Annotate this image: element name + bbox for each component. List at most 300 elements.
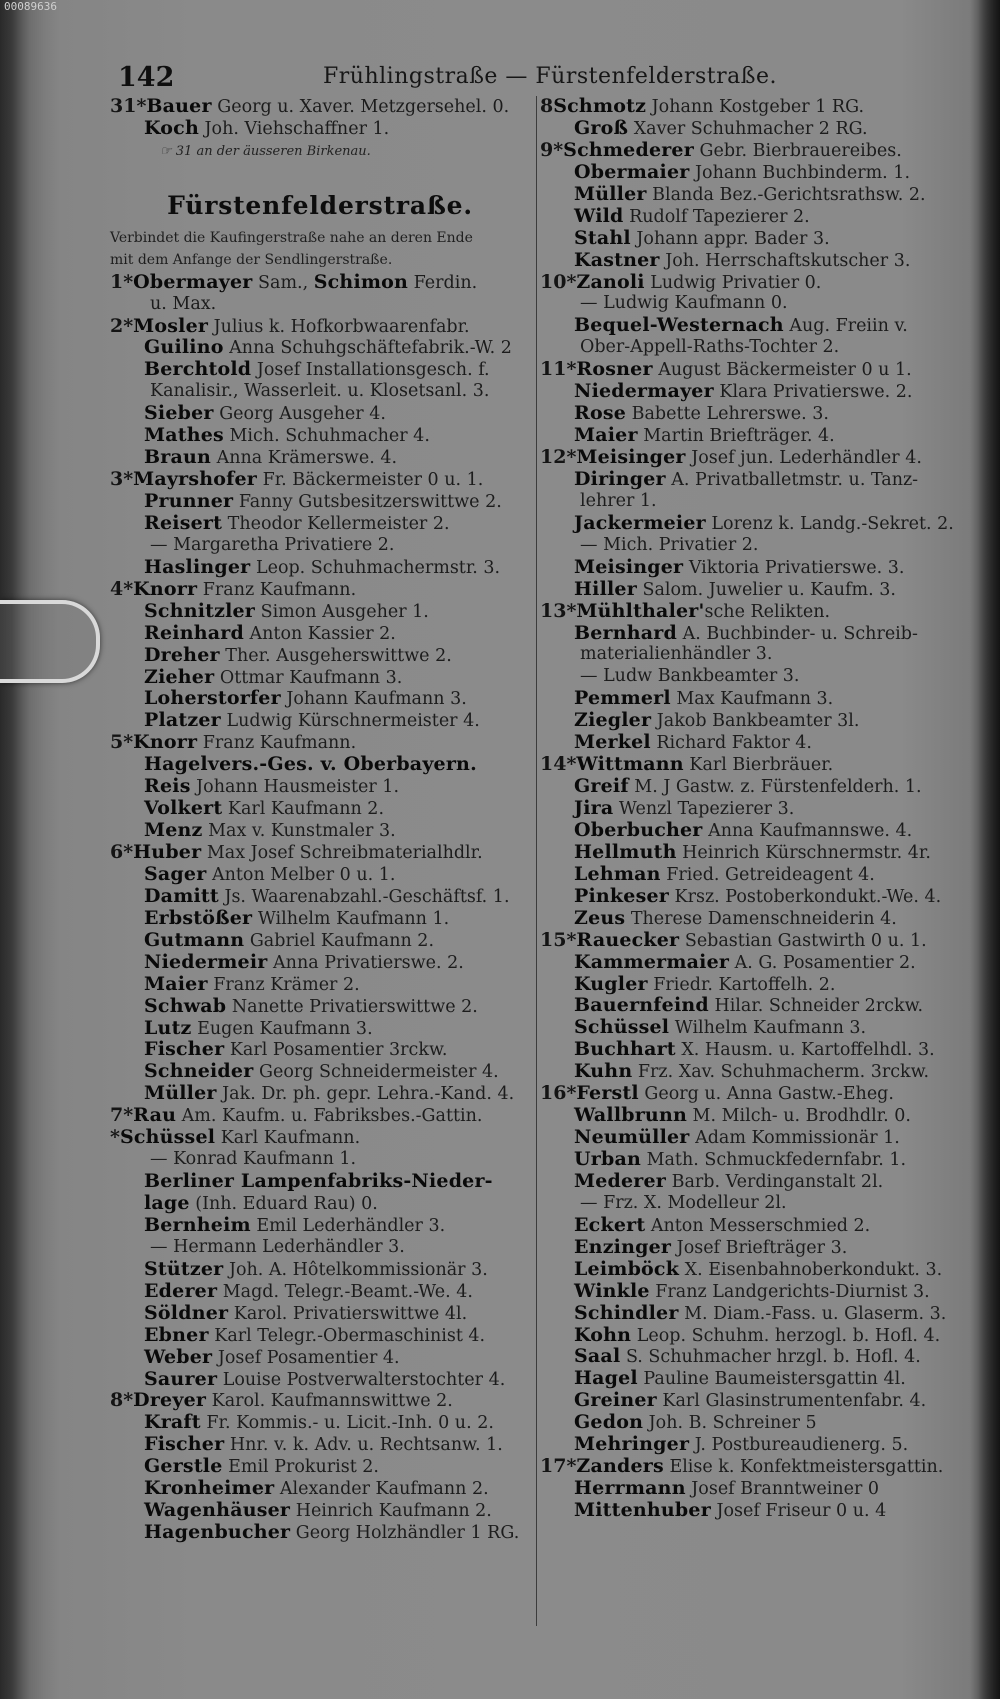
resident-entry [110, 403, 530, 425]
resident-surname: Mederer [574, 1169, 667, 1192]
resident-details: Aug. Freiin v. [783, 316, 908, 337]
resident-entry [540, 1083, 980, 1105]
resident-details: Mich. Schuhmacher 4. [223, 426, 430, 447]
house-number: 8 [540, 95, 554, 117]
resident-entry [110, 1456, 530, 1478]
resident-details: Karl Telegr.-Obermaschinist 4. [208, 1325, 486, 1346]
resident-details: Fanny Gutsbesitzerswittwe 2. [233, 492, 502, 512]
resident-entry [110, 952, 530, 974]
resident-details: Josef Installationsgesch. f. [251, 360, 490, 381]
resident-entry [110, 864, 530, 886]
resident-entry [540, 1171, 980, 1193]
resident-surname: Enzinger [574, 1235, 672, 1258]
resident-details: Wenzl Tapezierer 3. [613, 799, 795, 819]
resident-details: Georg Holzhändler 1 RG. [290, 1523, 520, 1544]
resident-entry [110, 996, 530, 1018]
resident-surname: Mosler [133, 314, 209, 337]
resident-details: Lorenz k. Landg.-Sekret. 2. [705, 513, 954, 534]
resident-details: Hilar. Schneider 2rckw. [708, 996, 924, 1017]
resident-entry [540, 206, 980, 228]
resident-surname: Jira [574, 797, 614, 819]
resident-entry [540, 1434, 980, 1456]
resident-entry [110, 1500, 530, 1522]
house-number: 6* [110, 841, 134, 863]
resident-entry [110, 557, 530, 579]
resident-surname: Ederer [144, 1279, 218, 1302]
resident-entry [540, 118, 980, 140]
resident-entry [540, 162, 980, 184]
resident-details: materialienhändler 3. [580, 644, 773, 665]
resident-details: Josef Posamentier 4. [212, 1347, 400, 1368]
running-head: Frühlingstraße — Fürstenfelderstraße. [323, 64, 777, 89]
resident-entry [540, 1368, 980, 1390]
resident-details: Anton Messerschmied 2. [645, 1215, 871, 1236]
resident-entry [540, 1325, 980, 1347]
resident-entry [110, 1281, 530, 1303]
resident-details: Franz Krämer 2. [207, 974, 360, 995]
resident-details: (Inh. Eduard Rau) 0. [189, 1194, 378, 1214]
resident-entry [540, 1193, 980, 1215]
resident-details: Franz Kaufmann. [197, 579, 357, 600]
resident-entry [110, 1369, 530, 1391]
resident-surname: Kammermaier [574, 950, 730, 973]
resident-details: Joh. A. Hôtelkommissionär 3. [223, 1259, 488, 1280]
resident-details: Krsz. Postoberkondukt.-We. 4. [668, 886, 942, 907]
resident-entry [110, 359, 530, 381]
resident-details: Klara Privatierswe. 2. [713, 382, 913, 403]
resident-details: Wilhelm Kaufmann 3. [669, 1018, 867, 1039]
resident-entry [110, 118, 530, 140]
resident-surname: Reisert [144, 511, 223, 534]
resident-surname: Schmederer [563, 138, 694, 161]
resident-details: A. G. Posamentier 2. [729, 952, 916, 973]
left-column [110, 96, 530, 1544]
resident-details: Am. Kaufm. u. Fabriksbes.-Gattin. [176, 1106, 483, 1127]
resident-details: — Margaretha Privatiere 2. [150, 534, 395, 555]
resident-surname: Greiner [574, 1389, 657, 1412]
resident-details: Ludwig Privatier 0. [644, 272, 822, 293]
section-title: Fürstenfelderstraße. [167, 190, 473, 220]
resident-entry [540, 864, 980, 886]
resident-surname: Bernheim [144, 1213, 251, 1236]
resident-surname: Zieher [144, 665, 215, 688]
resident-entry [110, 1018, 530, 1040]
resident-entry [110, 1259, 530, 1281]
resident-entry [540, 535, 980, 557]
resident-details: — Frz. X. Modelleur 2l. [580, 1192, 787, 1213]
resident-entry [540, 995, 980, 1017]
house-number: * [110, 1126, 120, 1149]
resident-entry [540, 842, 980, 864]
resident-entry [110, 1039, 530, 1061]
resident-entry [540, 1456, 980, 1478]
resident-details: Alexander Kaufmann 2. [274, 1479, 489, 1500]
resident-details: Gabriel Kaufmann 2. [244, 930, 435, 951]
resident-entry [540, 666, 980, 688]
resident-surname: Fischer [144, 1038, 225, 1061]
resident-entry [110, 579, 530, 601]
resident-details: Hnr. v. k. Adv. u. Rechtsanw. 1. [224, 1435, 503, 1456]
resident-entry [540, 337, 980, 359]
resident-surname: Wallbrunn [574, 1104, 687, 1127]
resident-surname: Mühlthaler' [576, 599, 705, 622]
resident-entry [110, 820, 530, 842]
resident-details: Eugen Kaufmann 3. [191, 1018, 373, 1039]
resident-details: Karol. Kaufmannswittwe 2. [206, 1391, 453, 1412]
resident-entry [110, 842, 530, 864]
resident-surname: Schüssel [119, 1126, 216, 1149]
resident-surname: Stahl [574, 226, 631, 249]
resident-entry [540, 403, 980, 425]
house-number: 11* [540, 358, 577, 381]
resident-entry [540, 952, 980, 974]
resident-surname: Guilino [144, 336, 224, 359]
resident-entry [110, 469, 530, 491]
resident-surname: Obermayer [133, 270, 253, 293]
resident-entry [540, 1215, 980, 1237]
resident-entry [540, 184, 980, 206]
resident-details: Ludwig Kürschnermeister 4. [220, 711, 480, 732]
resident-surname: Jackermeier [574, 511, 706, 534]
house-number: 7* [110, 1104, 134, 1127]
resident-surname: Zeus [574, 906, 626, 929]
resident-entry [540, 1039, 980, 1061]
resident-surname: Schmotz [553, 95, 647, 117]
resident-entry [540, 228, 980, 250]
resident-surname: Wild [574, 204, 624, 227]
resident-entry [540, 557, 980, 579]
resident-entry [540, 644, 980, 666]
resident-surname: Gedon [574, 1411, 644, 1434]
resident-entry [540, 886, 980, 908]
resident-details: Franz Kaufmann. [197, 733, 357, 754]
resident-details: Fr. Kommis.- u. Licit.-Inh. 0 u. 2. [200, 1413, 494, 1434]
resident-details: X. Hausm. u. Kartoffelhdl. 3. [675, 1040, 935, 1061]
resident-surname: Dreher [144, 643, 220, 666]
house-number: 12* [540, 446, 577, 468]
resident-details: Josef Briefträger 3. [671, 1237, 848, 1258]
resident-entry [540, 1281, 980, 1303]
resident-entry [110, 447, 530, 469]
resident-entry [110, 491, 530, 513]
resident-entry [110, 1193, 530, 1215]
resident-surname: Platzer [144, 709, 221, 732]
resident-entry [110, 337, 530, 359]
resident-surname: Pemmerl [574, 687, 671, 710]
resident-surname: Maier [144, 972, 208, 995]
reference-code: 00089636 [4, 0, 57, 13]
resident-details: Josef Friseur 0 u. 4 [710, 1501, 887, 1521]
resident-surname: Bernhard [574, 621, 677, 644]
resident-surname: Mayrshofer [133, 468, 258, 491]
resident-details: — Mich. Privatier 2. [580, 534, 759, 555]
resident-details: Johann appr. Bader 3. [630, 228, 830, 249]
resident-surname: Reinhard [144, 621, 244, 644]
resident-details: Johann Kostgeber 1 RG. [646, 97, 865, 117]
resident-entry [540, 359, 980, 381]
resident-surname: Maier [574, 424, 638, 447]
resident-details: Magd. Telegr.-Beamt.-We. 4. [217, 1281, 473, 1302]
resident-entry [540, 1061, 980, 1083]
resident-entry [110, 623, 530, 645]
resident-details: Friedr. Kartoffelh. 2. [647, 974, 836, 995]
resident-surname: Schindler [574, 1301, 679, 1324]
house-number: 8* [110, 1389, 134, 1412]
resident-entry [110, 601, 530, 623]
resident-surname: Neumüller [574, 1126, 690, 1149]
resident-surname: Kastner [574, 248, 660, 271]
resident-surname: Schimon [313, 270, 409, 293]
resident-entry [110, 798, 530, 820]
resident-entry [540, 820, 980, 842]
resident-surname: Schnitzler [144, 599, 256, 622]
resident-surname: Ziegler [574, 709, 652, 732]
resident-details: A. Privatballetmstr. u. Tanz- [665, 469, 919, 490]
house-number: 14* [540, 753, 577, 776]
resident-details: Pauline Baumeistersgattin 4l. [637, 1369, 906, 1390]
resident-details: Adam Kommissionär 1. [689, 1128, 900, 1149]
resident-details: Louise Postverwalterstochter 4. [217, 1369, 506, 1390]
resident-entry [110, 1105, 530, 1127]
street-description: mit dem Anfange der Sendlingerstraße. [110, 251, 393, 268]
resident-surname: Fischer [144, 1433, 225, 1456]
resident-details: Karl Bierbräuer. [683, 755, 834, 776]
resident-details: M. J Gastw. z. Fürstenfelderh. 1. [628, 777, 922, 798]
resident-entry [540, 930, 980, 952]
resident-details: J. Postbureaudienerg. 5. [689, 1435, 909, 1456]
resident-details: Barb. Verdinganstalt 2l. [666, 1171, 884, 1192]
resident-entry [110, 425, 530, 447]
resident-details: Emil Prokurist 2. [222, 1457, 379, 1478]
resident-surname: Rosner [576, 358, 653, 381]
resident-entry [540, 1149, 980, 1171]
resident-surname: Herrmann [574, 1477, 686, 1500]
resident-entry [110, 710, 530, 732]
resident-entry [110, 381, 530, 403]
resident-details: Anna Kaufmannswe. 4. [702, 820, 913, 841]
resident-surname: Ebner [144, 1323, 209, 1346]
resident-surname: Söldner [144, 1301, 229, 1324]
resident-surname: Kugler [574, 972, 648, 995]
resident-details: Simon Ausgeher 1. [255, 601, 429, 622]
resident-entry [540, 1478, 980, 1500]
resident-surname: Damitt [144, 884, 219, 907]
resident-surname: Kuhn [574, 1060, 633, 1083]
resident-surname: Zanders [576, 1455, 664, 1478]
resident-surname: Meisinger [576, 446, 686, 468]
resident-details: — Konrad Kaufmann 1. [150, 1149, 357, 1170]
resident-details: Ober-Appell-Raths-Tochter 2. [580, 337, 840, 358]
resident-surname: Schwab [144, 994, 227, 1017]
resident-entry [540, 491, 980, 513]
resident-surname: Huber [133, 841, 202, 863]
resident-surname: Greif [574, 775, 629, 798]
resident-surname: Menz [144, 819, 203, 842]
house-number: 15* [540, 928, 577, 951]
resident-details: Kanalisir., Wasserleit. u. Klosetsanl. 3. [150, 381, 490, 402]
resident-surname: Weber [144, 1345, 213, 1368]
resident-surname: Hagenbucher [144, 1521, 291, 1544]
resident-surname: Knorr [133, 577, 198, 600]
resident-details: Johann Hausmeister 1. [190, 777, 400, 798]
resident-entry [110, 1434, 530, 1456]
house-number: 9* [540, 138, 564, 161]
resident-entry [540, 250, 980, 272]
resident-entry [540, 447, 980, 469]
resident-details: Josef Branntweiner 0 [685, 1479, 880, 1500]
resident-entry [110, 930, 530, 952]
resident-entry [110, 1478, 530, 1500]
resident-entry [110, 1522, 530, 1544]
resident-details: Joh. B. Schreiner 5 [643, 1413, 817, 1434]
page-number: 142 [118, 62, 175, 93]
resident-surname: Zanoli [576, 270, 645, 293]
resident-details: Ottmar Kaufmann 3. [214, 667, 403, 688]
resident-entry [540, 579, 980, 601]
resident-surname: Prunner [144, 490, 234, 512]
resident-surname: Bequel-Westernach [574, 314, 784, 337]
resident-details: Anna Schuhgschäftefabrik.-W. 2 [223, 338, 512, 359]
resident-details: Karl Posamentier 3rckw. [224, 1040, 448, 1061]
resident-surname: Kraft [144, 1411, 201, 1434]
resident-details: Richard Faktor 4. [650, 733, 812, 754]
resident-surname: Mathes [144, 424, 224, 447]
house-number: 4* [110, 577, 134, 600]
resident-entry [110, 272, 530, 294]
house-number: 31* [110, 95, 147, 117]
page-edge-shadow [978, 0, 1000, 1699]
resident-details: Georg Ausgeher 4. [213, 404, 386, 425]
resident-details: Martin Briefträger. 4. [637, 426, 835, 447]
resident-entry [540, 754, 980, 776]
resident-entry [540, 293, 980, 315]
resident-details: Karl Glasinstrumentenfabr. 4. [656, 1391, 927, 1412]
resident-surname: Groß [574, 116, 629, 139]
resident-surname: Braun [144, 446, 212, 469]
resident-details: Georg Schneidermeister 4. [253, 1062, 499, 1083]
resident-surname: Gerstle [144, 1455, 223, 1478]
column-divider [536, 96, 537, 1626]
resident-details: sche Relikten. [704, 601, 831, 622]
resident-entry [110, 886, 530, 908]
resident-entry [540, 1390, 980, 1412]
resident-details: Js. Waarenabzahl.-Geschäftsf. 1. [218, 886, 510, 907]
resident-surname: Urban [574, 1148, 641, 1170]
resident-details: August Bäckermeister 0 u 1. [652, 360, 912, 381]
resident-surname: Kronheimer [144, 1477, 275, 1500]
resident-details: Fr. Bäckermeister 0 u. 1. [257, 470, 484, 491]
resident-surname: Sager [144, 862, 207, 885]
resident-surname: Leimböck [574, 1257, 680, 1280]
resident-details: Sebastian Gastwirth 0 u. 1. [679, 930, 927, 951]
resident-entry [540, 315, 980, 337]
resident-entry [110, 1171, 530, 1193]
house-number: 3* [110, 468, 134, 491]
resident-details: Sam., [252, 272, 314, 293]
resident-entry [110, 1412, 530, 1434]
resident-surname: Hagelvers.-Ges. v. Oberbayern. [144, 753, 477, 776]
resident-surname: Erbstößer [144, 906, 253, 929]
resident-surname: Oberbucher [574, 818, 703, 841]
resident-details: Karl Kaufmann 2. [222, 799, 385, 820]
resident-entry [110, 688, 530, 710]
resident-surname: Loherstorfer [144, 687, 281, 710]
right-column [540, 96, 980, 1522]
resident-entry [110, 1325, 530, 1347]
resident-details: Leop. Schuhm. herzogl. b. Hofl. 4. [631, 1325, 941, 1346]
resident-entry [540, 1237, 980, 1259]
resident-details: Math. Schmuckfedernfabr. 1. [641, 1150, 907, 1170]
resident-surname: Mehringer [574, 1433, 690, 1456]
resident-entry [110, 96, 530, 118]
resident-details: Max Kaufmann 3. [670, 689, 834, 710]
resident-surname: Koch [144, 116, 199, 139]
resident-details: Georg u. Xaver. Metzgersehel. 0. [211, 97, 510, 117]
resident-entry [110, 1127, 530, 1149]
resident-entry [540, 140, 980, 162]
resident-details: Anton Kassier 2. [243, 623, 396, 644]
resident-details: lehrer 1. [580, 490, 657, 511]
resident-details: Emil Lederhändler 3. [250, 1215, 446, 1236]
house-number: 13* [540, 599, 577, 622]
house-number: 1* [110, 270, 134, 293]
resident-surname: Mittenhuber [574, 1499, 711, 1521]
resident-surname: lage [144, 1192, 190, 1214]
resident-details: Georg u. Anna Gastw.-Eheg. [638, 1084, 894, 1105]
resident-details: Leop. Schuhmachermstr. 3. [250, 557, 501, 578]
resident-entry [540, 688, 980, 710]
resident-details: Ther. Ausgeherswittwe 2. [219, 645, 452, 666]
resident-surname: Bauernfeind [574, 994, 709, 1017]
resident-details: X. Eisenbahnoberkondukt. 3. [679, 1259, 943, 1280]
resident-details: Fried. Getreideagent 4. [660, 864, 875, 885]
resident-details: Anton Melber 0 u. 1. [206, 864, 396, 885]
resident-surname: Rau [133, 1104, 177, 1127]
resident-surname: Wagenhäuser [144, 1499, 291, 1522]
resident-entry [540, 96, 980, 118]
resident-details: u. Max. [150, 293, 217, 314]
resident-surname: Lutz [144, 1016, 192, 1039]
house-number: 10* [540, 270, 577, 293]
resident-entry [110, 1303, 530, 1325]
resident-entry [540, 381, 980, 403]
resident-details: M. Diam.-Fass. u. Glaserm. 3. [678, 1303, 947, 1324]
resident-surname: Buchhart [574, 1038, 676, 1061]
resident-entry [110, 732, 530, 754]
resident-details: A. Buchbinder- u. Schreib- [677, 623, 918, 644]
resident-entry [540, 974, 980, 996]
resident-entry [110, 776, 530, 798]
resident-surname: Knorr [133, 731, 198, 754]
resident-details: Karol. Privatierswittwe 4l. [228, 1303, 468, 1324]
resident-details: Babette Lehrerswe. 3. [626, 404, 829, 425]
resident-surname: Meisinger [574, 555, 684, 578]
resident-details: Heinrich Kaufmann 2. [290, 1501, 492, 1522]
resident-surname: Wittmann [576, 753, 684, 776]
resident-entry [540, 513, 980, 535]
resident-surname: Rose [574, 402, 627, 425]
resident-surname: Hellmuth [574, 840, 677, 863]
house-number: 17* [540, 1455, 577, 1478]
directory-note [110, 140, 530, 162]
resident-entry [540, 1259, 980, 1281]
resident-entry [540, 601, 980, 623]
resident-details: Wilhelm Kaufmann 1. [252, 908, 450, 929]
resident-details: Heinrich Kürschnermstr. 4r. [676, 842, 931, 863]
resident-details: Johann Buchbinderm. 1. [689, 162, 911, 183]
resident-entry [110, 908, 530, 930]
resident-surname: Saal [574, 1345, 621, 1368]
